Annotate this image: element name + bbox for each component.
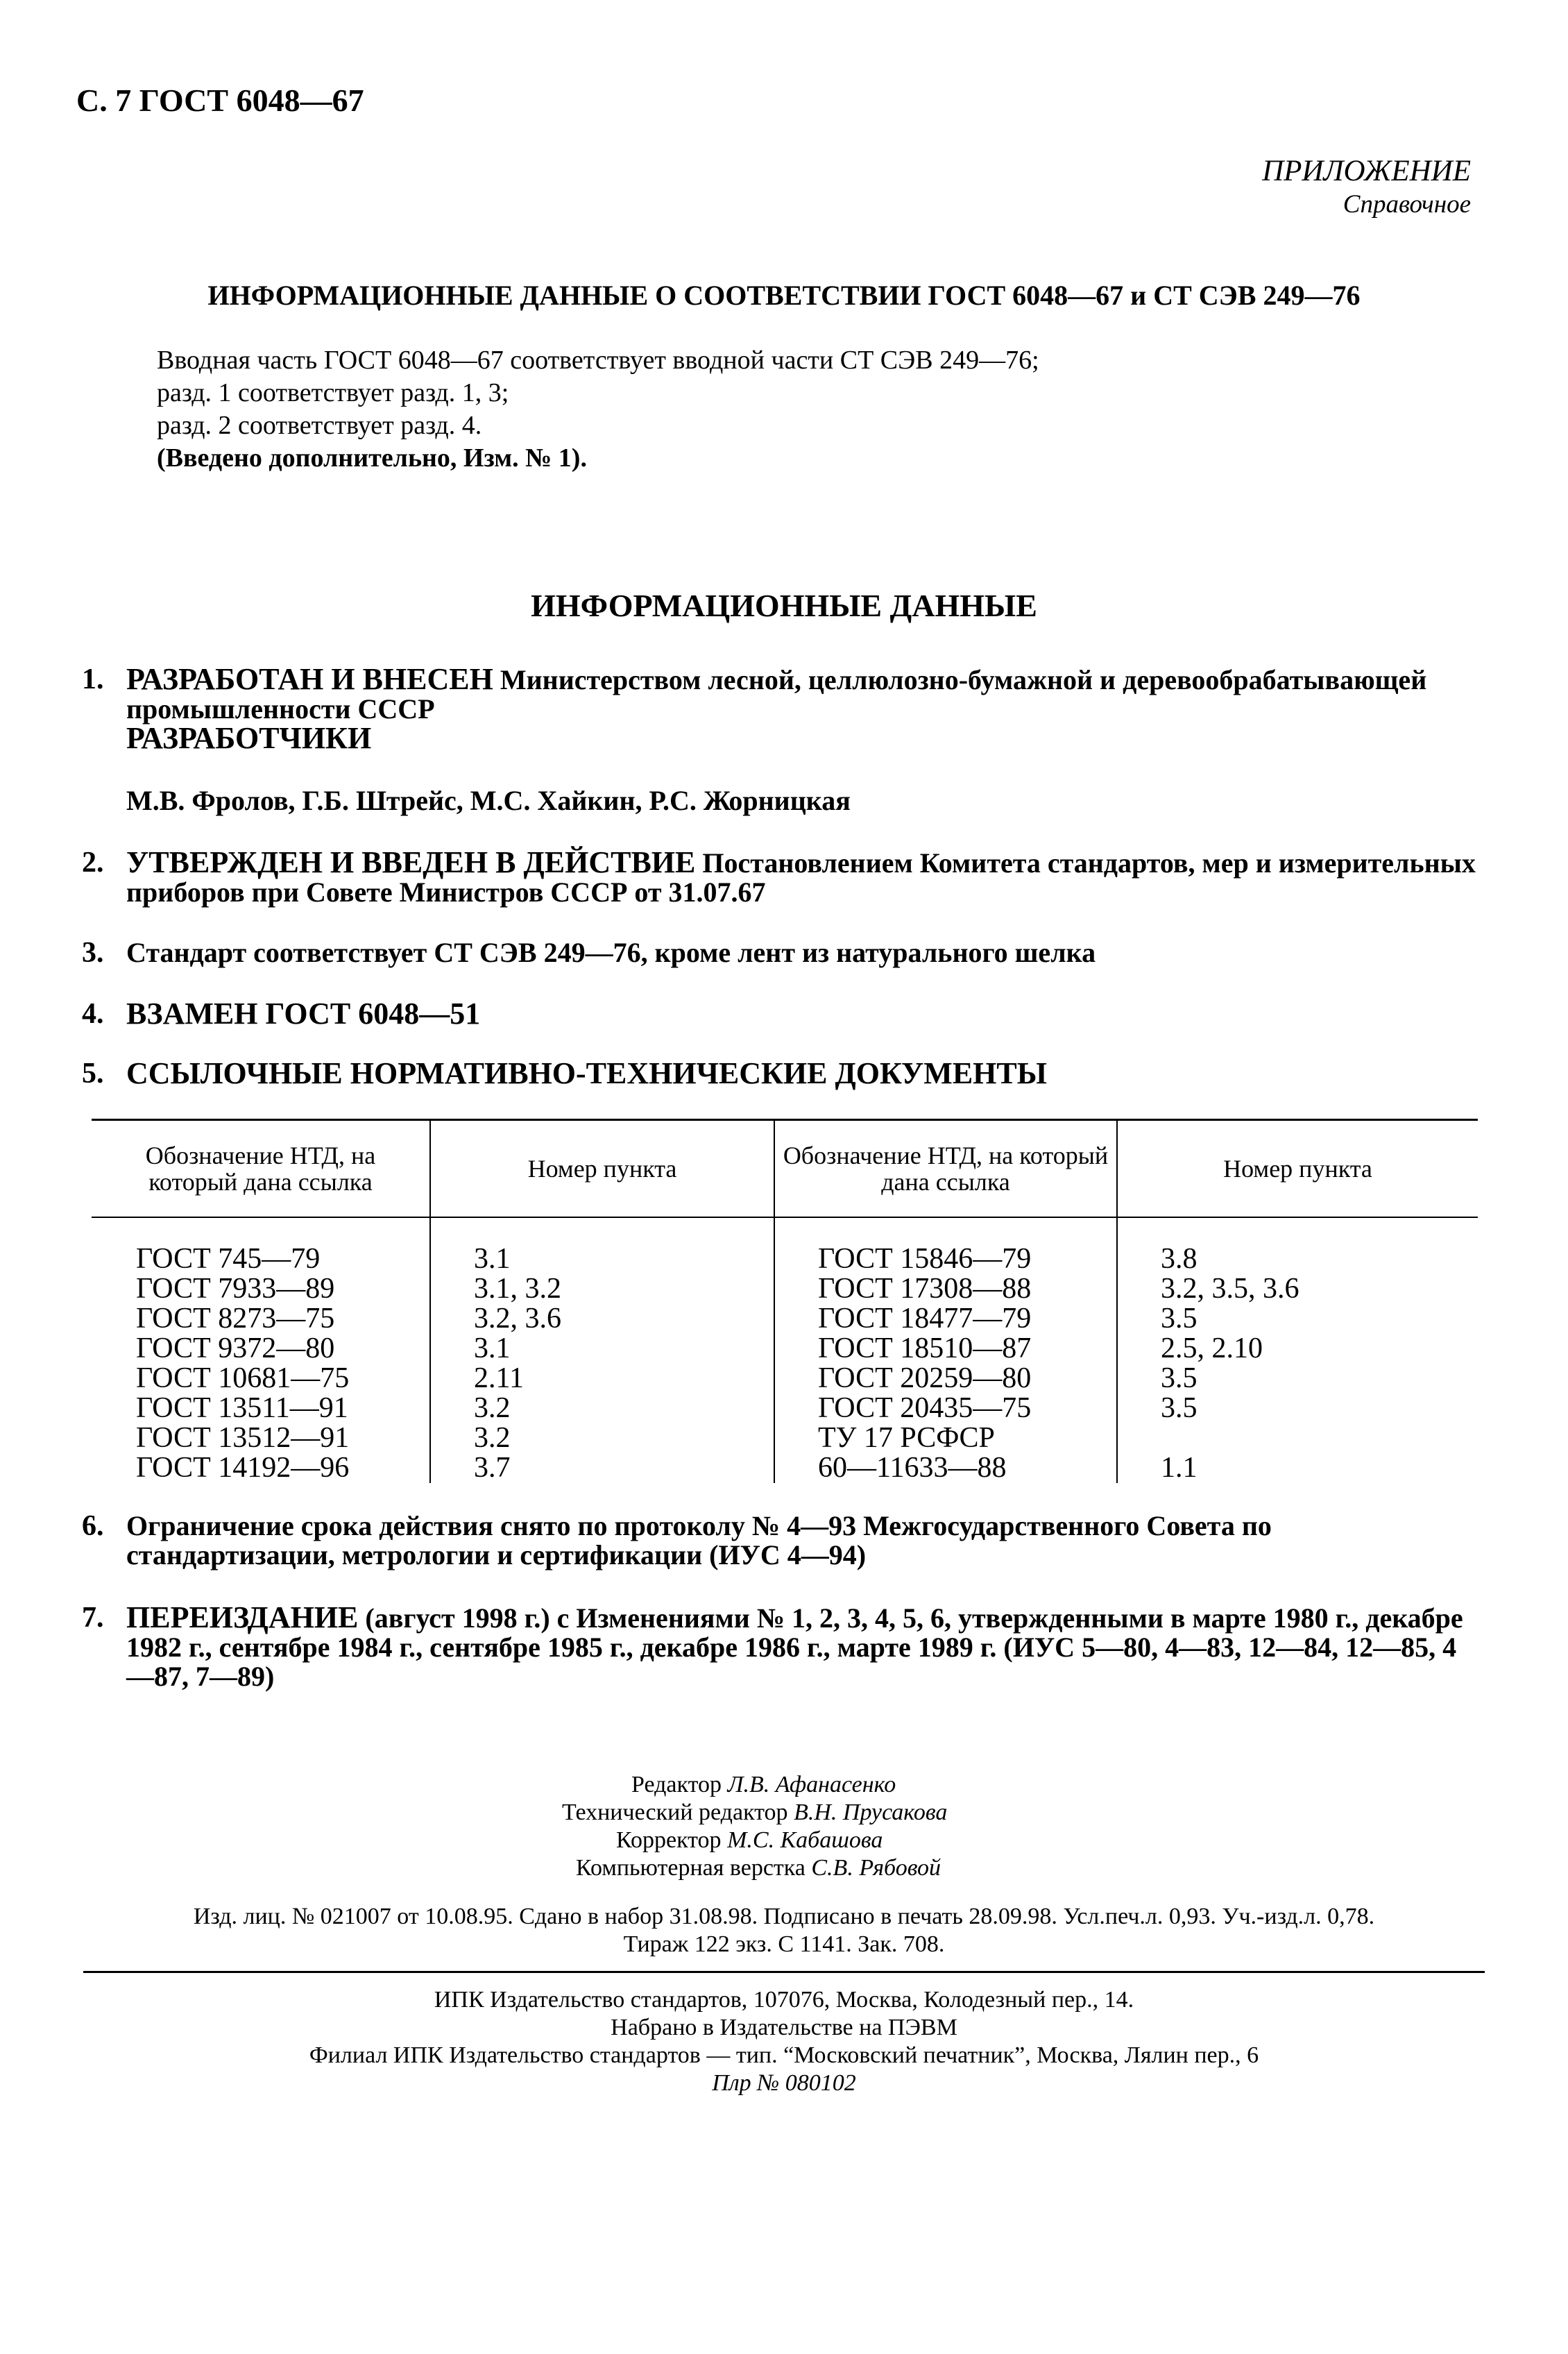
credit-name: Л.В. Афанасенко [727,1772,896,1797]
item-lead: ССЫЛОЧНЫЕ НОРМАТИВНО-ТЕХНИЧЕСКИЕ ДОКУМЕНТЫ [126,1056,1047,1090]
column-header: Обозначение НТД, на который дана ссылка [774,1120,1117,1218]
item-text: Ограничение срока действия снято по протоколу № 4—93 Межгосударственного Совета по стандартизации, метрологии и сертификации (ИУС 4—94) [126,1510,1272,1570]
table-cell: 3.5 [1161,1303,1198,1335]
publication-imprint [69,1903,1499,1958]
table-cell: 3.7 [474,1452,511,1484]
credit-name: С.В. Рябовой [811,1855,941,1881]
credit-line [527,1799,1013,1827]
item-number: 3. [82,937,104,969]
info-item-replaces [82,999,1478,1029]
credit-role: Корректор [616,1827,722,1853]
credit-role: Редактор [631,1772,722,1797]
divider-rule [83,1971,1485,1973]
table-cell: ГОСТ 10681—75 [136,1362,350,1394]
credit-line [527,1827,1013,1854]
page-header: С. 7 ГОСТ 6048—67 [76,83,364,118]
column-header: Номер пункта [1117,1120,1478,1218]
credit-line [527,1771,1013,1799]
info-item-approved [82,845,1478,908]
item-number: 4. [82,998,104,1030]
table-cell [1161,1423,1478,1453]
info-heading: ИНФОРМАЦИОННЫЕ ДАННЫЕ [531,588,1037,623]
column-header: Обозначение НТД, на который дана ссылка [92,1120,430,1218]
table-cell: 3.1 [474,1243,511,1275]
appendix-subtitle: Справочное [1343,190,1471,219]
table-cell: 1.1 [1161,1452,1198,1484]
printer-line: Набрано в Издательстве на ПЭВМ [611,2015,957,2040]
table-cell: 3.1 [474,1332,511,1364]
credit-name: В.Н. Прусакова [794,1800,948,1825]
table-cell: ГОСТ 17308—88 [818,1273,1032,1305]
table-cell: ГОСТ 18510—87 [818,1332,1032,1364]
table-cell: ГОСТ 7933—89 [136,1273,335,1305]
correspondence-line: разд. 1 соответствует разд. 1, 3; [157,378,509,407]
table-cell: 2.11 [474,1362,524,1394]
info-item-compliance [82,938,1478,967]
item-number: 7. [82,1602,104,1634]
item-text: Стандарт соответствует СТ СЭВ 249—76, кроме лент из натурального шелка [126,937,1096,968]
table-cell: ГОСТ 13511—91 [136,1392,348,1424]
table-cell: ГОСТ 18477—79 [818,1303,1032,1335]
table-cell: 3.2, 3.5, 3.6 [1161,1273,1299,1305]
table-cell: ГОСТ 20435—75 [818,1392,1032,1424]
table-cell: 3.2 [474,1392,511,1424]
table-cell: ГОСТ 745—79 [136,1243,321,1275]
table-header-row [92,1120,1478,1218]
printer-info [69,1986,1499,2097]
item-text: (август 1998 г.) с Изменениями № 1, 2, 3, 4, 5, 6, утвержденными в марте 1980 г., декабре 1982 г., сентябре 1984 г., сентябре 1985 г., декабре 1986 г., марте 1989 г. (ИУС 5—80, 4—83, 12—84, 12—85, 4—87, 7—89) [126,1602,1463,1692]
developers-list: М.В. Фролов, Г.Б. Штрейс, М.С. Хайкин, Р.С. Жорницкая [126,785,851,816]
info-item-developed [82,662,1478,816]
correspondence-line: Вводная часть ГОСТ 6048—67 соответствует вводной части СТ СЭВ 249—76; [157,346,1039,375]
credit-line [527,1854,1013,1882]
clause-column-right [1117,1217,1478,1483]
imprint-line: Изд. лиц. № 021007 от 10.08.95. Сдано в набор 31.08.98. Подписано в печать 28.09.98. Усл.печ.л. 0,93. Уч.-изд.л. 0,78. [193,1904,1375,1929]
table-cell: 3.2, 3.6 [474,1303,561,1335]
correspondence-text [157,344,1039,475]
item-number: 2. [82,847,104,879]
printer-line: Филиал ИПК Издательство стандартов — тип. “Московский печатник”, Москва, Лялин пер., 6 [309,2042,1259,2068]
item-number: 5. [82,1058,104,1090]
table-cell: 2.5, 2.10 [1161,1332,1263,1364]
item-lead: ВЗАМЕН ГОСТ 6048—51 [126,997,481,1031]
printer-license: Плр № 080102 [712,2070,856,2096]
table-cell: ГОСТ 8273—75 [136,1303,335,1335]
credit-role: Компьютерная верстка [576,1855,806,1881]
info-item-references [82,1056,1478,1090]
table-cell: 3.2 [474,1422,511,1454]
amendment-note: (Введено дополнительно, Изм. № 1). [157,443,587,473]
clause-column-left [430,1217,774,1483]
table-cell: ГОСТ 14192—96 [136,1452,350,1484]
item-lead: УТВЕРЖДЕН И ВВЕДЕН В ДЕЙСТВИЕ [126,845,696,879]
item-number: 1. [82,663,104,695]
item-text: Министерством лесной, целлюлозно-бумажной и деревообрабатывающей промышленности СССР [126,664,1427,725]
table-cell: 3.5 [1161,1362,1198,1394]
doc-column-left [92,1217,430,1483]
item-number: 6. [82,1510,104,1542]
doc-column-right [774,1217,1117,1483]
references-table [92,1119,1478,1483]
table-row [92,1217,1478,1483]
editorial-credits [527,1771,1013,1882]
credit-name: М.С. Кабашова [727,1827,883,1853]
table-cell: 3.1, 3.2 [474,1273,561,1305]
table-cell: 3.5 [1161,1392,1198,1424]
table-cell: 60—11633—88 [818,1452,1007,1484]
table-cell: ГОСТ 13512—91 [136,1422,350,1454]
item-lead: ПЕРЕИЗДАНИЕ [126,1600,359,1634]
table-cell: ГОСТ 15846—79 [818,1243,1032,1275]
printer-line [69,2069,1499,2097]
item-text: Постановлением Комитета стандартов, мер и измерительных приборов при Совете Министров СССР от 31.07.67 [126,847,1476,908]
appendix-title: ПРИЛОЖЕНИЕ [1262,155,1471,187]
info-item-reissue [82,1600,1478,1692]
correspondence-line: разд. 2 соответствует разд. 4. [157,411,482,440]
developers-label: РАЗРАБОТЧИКИ [126,721,372,755]
table-cell: ТУ 17 РСФСР [818,1422,995,1454]
imprint-line: Тираж 122 экз. С 1141. Зак. 708. [623,1931,945,1957]
info-item-validity [82,1512,1478,1570]
printer-line: ИПК Издательство стандартов, 107076, Москва, Колодезный пер., 14. [434,1987,1134,2013]
appendix-label [1262,154,1471,219]
credit-role: Технический редактор [562,1800,788,1825]
correspondence-heading: ИНФОРМАЦИОННЫЕ ДАННЫЕ О СООТВЕТСТВИИ ГОСТ 6048—67 и СТ СЭВ 249—76 [207,280,1361,311]
table-cell: 3.8 [1161,1243,1198,1275]
column-header: Номер пункта [430,1120,774,1218]
table-cell: ГОСТ 20259—80 [818,1362,1032,1394]
table-cell: ГОСТ 9372—80 [136,1332,335,1364]
item-lead: РАЗРАБОТАН И ВНЕСЕН [126,662,493,696]
